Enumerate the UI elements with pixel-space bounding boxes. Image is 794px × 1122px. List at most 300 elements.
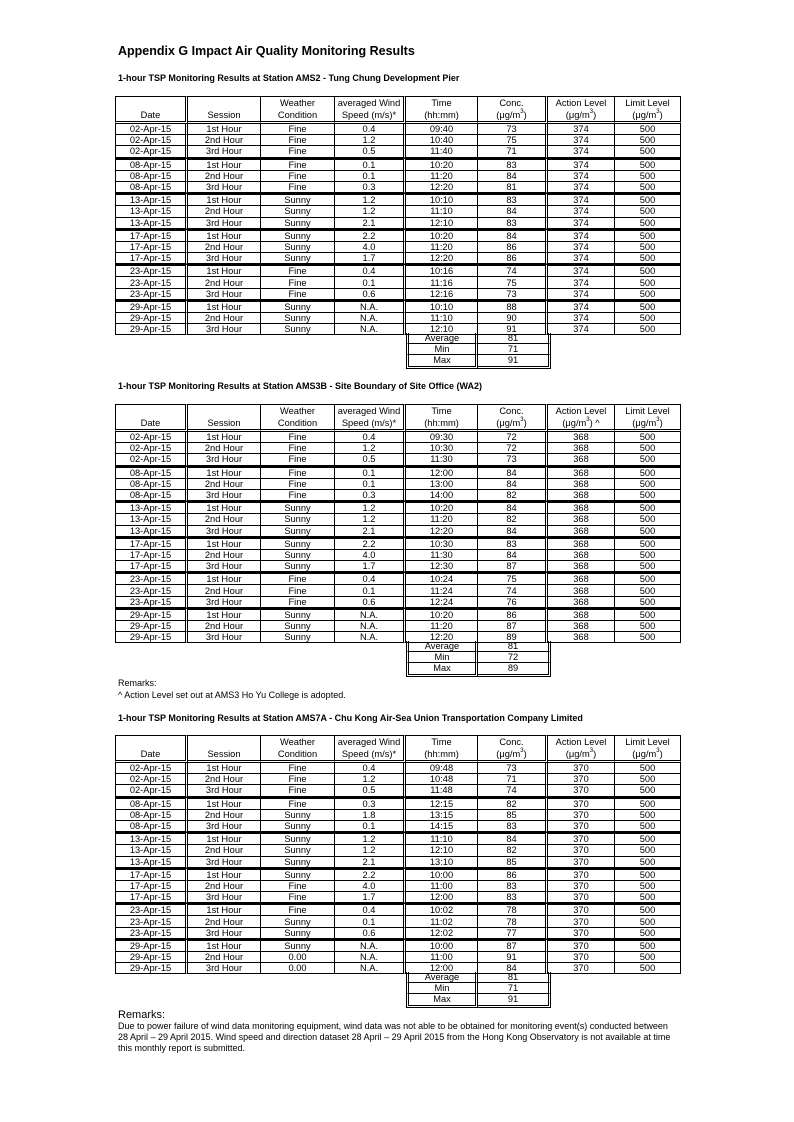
cell-action-level: 368 — [548, 479, 615, 490]
cell-date: 29-Apr-15 — [115, 621, 188, 632]
cell-limit-level: 500 — [615, 313, 681, 324]
cell-action-level: 370 — [548, 797, 615, 810]
cell-session: 1st Hour — [188, 832, 261, 845]
stats-label: Average — [406, 972, 478, 983]
cell-wind-speed: 0.1 — [335, 158, 406, 171]
cell-time: 12:24 — [406, 597, 478, 608]
header-action-level-sub — [548, 417, 615, 432]
cell-date: 13-Apr-15 — [115, 193, 188, 206]
cell-limit-level: 500 — [615, 146, 681, 157]
cell-weather: Fine — [261, 572, 335, 585]
cell-conc: 82 — [478, 797, 548, 810]
cell-session: 2nd Hour — [188, 952, 261, 963]
unit-label: (μg/m — [562, 418, 587, 428]
cell-weather: Fine — [261, 785, 335, 796]
cell-session: 1st Hour — [188, 158, 261, 171]
cell-limit-level: 500 — [615, 810, 681, 821]
header-limit-level: Limit Level — [615, 404, 681, 417]
unit-close: ) — [523, 418, 527, 428]
cell-date: 17-Apr-15 — [115, 868, 188, 881]
cell-conc: 84 — [478, 963, 548, 974]
cell-action-level: 370 — [548, 832, 615, 845]
cell-weather: Fine — [261, 797, 335, 810]
cell-limit-level: 500 — [615, 264, 681, 277]
header-row-top — [115, 735, 681, 748]
cell-action-level: 374 — [548, 146, 615, 157]
header-weather-sub: Condition — [261, 748, 335, 763]
cell-time: 11:00 — [406, 952, 478, 963]
table-row — [115, 881, 681, 892]
cell-limit-level: 500 — [615, 253, 681, 264]
cell-action-level: 370 — [548, 952, 615, 963]
cell-action-level: 368 — [548, 632, 615, 643]
station-heading-ams2: 1-hour TSP Monitoring Results at Station AMS2 - Tung Chung Development Pier — [118, 73, 460, 83]
cell-session: 3rd Hour — [188, 632, 261, 643]
cell-action-level: 374 — [548, 182, 615, 193]
cell-action-level: 370 — [548, 774, 615, 785]
header-date — [115, 404, 188, 417]
unit-superscript: 3 — [656, 109, 660, 115]
cell-limit-level: 500 — [615, 857, 681, 868]
table-ams3b — [115, 404, 681, 643]
table-row — [115, 182, 681, 193]
cell-date: 13-Apr-15 — [115, 206, 188, 217]
cell-time: 10:10 — [406, 300, 478, 313]
table-row — [115, 857, 681, 868]
cell-wind-speed: 0.1 — [335, 277, 406, 288]
cell-limit-level: 500 — [615, 797, 681, 810]
header-session-sub: Session — [188, 109, 261, 124]
cell-date: 13-Apr-15 — [115, 832, 188, 845]
cell-wind-speed: 1.2 — [335, 832, 406, 845]
cell-weather: Sunny — [261, 313, 335, 324]
cell-session: 1st Hour — [188, 763, 261, 774]
cell-action-level: 370 — [548, 939, 615, 952]
cell-time: 10:24 — [406, 572, 478, 585]
cell-session: 3rd Hour — [188, 324, 261, 335]
cell-time: 10:20 — [406, 158, 478, 171]
cell-conc: 86 — [478, 253, 548, 264]
table-row — [115, 621, 681, 632]
cell-wind-speed: 1.2 — [335, 514, 406, 525]
table-row — [115, 952, 681, 963]
table-ams2 — [115, 96, 681, 335]
stats-row — [406, 355, 551, 368]
page-title: Appendix G Impact Air Quality Monitoring Results — [118, 44, 415, 58]
table-row — [115, 572, 681, 585]
table-row — [115, 868, 681, 881]
cell-session: 1st Hour — [188, 608, 261, 621]
table-row — [115, 171, 681, 182]
cell-action-level: 368 — [548, 501, 615, 514]
cell-time: 13:15 — [406, 810, 478, 821]
header-date-sub: Date — [115, 417, 188, 432]
table-row — [115, 218, 681, 229]
cell-session: 1st Hour — [188, 229, 261, 242]
cell-action-level: 374 — [548, 253, 615, 264]
unit-label: (μg/m — [496, 110, 521, 120]
cell-time: 10:00 — [406, 868, 478, 881]
cell-time: 10:40 — [406, 135, 478, 146]
unit-superscript: 3 — [589, 748, 594, 754]
cell-limit-level: 500 — [615, 124, 681, 135]
cell-time: 09:30 — [406, 432, 478, 443]
cell-date: 17-Apr-15 — [115, 881, 188, 892]
cell-weather: Fine — [261, 443, 335, 454]
cell-session: 3rd Hour — [188, 928, 261, 939]
cell-limit-level: 500 — [615, 182, 681, 193]
cell-wind-speed: 2.1 — [335, 857, 406, 868]
cell-action-level: 368 — [548, 572, 615, 585]
cell-conc: 82 — [478, 845, 548, 856]
header-time: Time — [406, 735, 478, 748]
cell-action-level: 370 — [548, 916, 615, 927]
header-time: Time — [406, 404, 478, 417]
cell-weather: Sunny — [261, 821, 335, 832]
cell-wind-speed: 1.2 — [335, 774, 406, 785]
cell-session: 2nd Hour — [188, 881, 261, 892]
header-conc: Conc. — [478, 735, 548, 748]
cell-time: 10:48 — [406, 774, 478, 785]
stats-label: Max — [406, 994, 478, 1007]
cell-weather: Sunny — [261, 857, 335, 868]
table-row — [115, 526, 681, 537]
unit-superscript: 3 — [520, 109, 524, 115]
table-row — [115, 585, 681, 596]
cell-weather: Fine — [261, 158, 335, 171]
unit-superscript: 3 — [586, 417, 590, 423]
cell-session: 3rd Hour — [188, 454, 261, 465]
cell-wind-speed: 0.1 — [335, 466, 406, 479]
cell-limit-level: 500 — [615, 193, 681, 206]
cell-wind-speed: 2.1 — [335, 526, 406, 537]
cell-weather: Sunny — [261, 845, 335, 856]
table-row — [115, 206, 681, 217]
cell-limit-level: 500 — [615, 479, 681, 490]
table-row — [115, 289, 681, 300]
header-weather-sub: Condition — [261, 109, 335, 124]
cell-limit-level: 500 — [615, 242, 681, 253]
cell-limit-level: 500 — [615, 785, 681, 796]
cell-date: 13-Apr-15 — [115, 514, 188, 525]
cell-wind-speed: 0.4 — [335, 763, 406, 774]
cell-date: 02-Apr-15 — [115, 774, 188, 785]
cell-weather: Sunny — [261, 561, 335, 572]
cell-date: 29-Apr-15 — [115, 608, 188, 621]
cell-weather: Fine — [261, 135, 335, 146]
header-conc-sub — [478, 109, 548, 124]
header-limit-level: Limit Level — [615, 96, 681, 109]
cell-session: 3rd Hour — [188, 561, 261, 572]
table-row — [115, 608, 681, 621]
cell-limit-level: 500 — [615, 585, 681, 596]
cell-date: 23-Apr-15 — [115, 585, 188, 596]
cell-limit-level: 500 — [615, 135, 681, 146]
remarks-title-ams7a: Remarks: — [118, 1009, 166, 1021]
cell-limit-level: 500 — [615, 621, 681, 632]
cell-session: 1st Hour — [188, 466, 261, 479]
table-row — [115, 229, 681, 242]
cell-date: 17-Apr-15 — [115, 253, 188, 264]
cell-time: 12:00 — [406, 963, 478, 974]
cell-date: 02-Apr-15 — [115, 785, 188, 796]
table-row — [115, 466, 681, 479]
header-weather: Weather — [261, 96, 335, 109]
cell-conc: 76 — [478, 597, 548, 608]
table-row — [115, 774, 681, 785]
cell-time: 14:00 — [406, 490, 478, 501]
stats-label: Min — [406, 344, 478, 355]
cell-date: 23-Apr-15 — [115, 903, 188, 916]
cell-limit-level: 500 — [615, 454, 681, 465]
cell-session: 2nd Hour — [188, 585, 261, 596]
cell-time: 10:16 — [406, 264, 478, 277]
header-date-sub: Date — [115, 748, 188, 763]
cell-session: 3rd Hour — [188, 526, 261, 537]
cell-limit-level: 500 — [615, 952, 681, 963]
cell-time: 11:30 — [406, 454, 478, 465]
cell-wind-speed: 0.3 — [335, 182, 406, 193]
header-time-sub: (hh:mm) — [406, 748, 478, 763]
unit-label: (μg/m — [496, 749, 521, 759]
cell-limit-level: 500 — [615, 632, 681, 643]
cell-weather: Fine — [261, 264, 335, 277]
cell-action-level: 374 — [548, 229, 615, 242]
cell-limit-level: 500 — [615, 832, 681, 845]
cell-wind-speed: 1.2 — [335, 206, 406, 217]
cell-date: 02-Apr-15 — [115, 124, 188, 135]
cell-date: 13-Apr-15 — [115, 218, 188, 229]
cell-conc: 78 — [478, 916, 548, 927]
cell-time: 12:20 — [406, 182, 478, 193]
cell-conc: 73 — [478, 289, 548, 300]
unit-close: ) — [593, 110, 597, 120]
cell-action-level: 368 — [548, 550, 615, 561]
header-action-level: Action Level — [548, 404, 615, 417]
cell-weather: Fine — [261, 277, 335, 288]
table-row — [115, 264, 681, 277]
monitoring-table — [115, 735, 681, 974]
cell-session: 3rd Hour — [188, 146, 261, 157]
cell-conc: 75 — [478, 572, 548, 585]
cell-time: 11:10 — [406, 313, 478, 324]
cell-conc: 83 — [478, 193, 548, 206]
station-heading-ams3b: 1-hour TSP Monitoring Results at Station AMS3B - Site Boundary of Site Office (WA2) — [118, 381, 483, 391]
cell-time: 14:15 — [406, 821, 478, 832]
cell-limit-level: 500 — [615, 277, 681, 288]
cell-limit-level: 500 — [615, 868, 681, 881]
stats-label: Max — [406, 663, 478, 676]
unit-label: (μg/m — [565, 110, 590, 120]
unit-close: ) — [523, 110, 527, 120]
cell-limit-level: 500 — [615, 171, 681, 182]
table-row — [115, 313, 681, 324]
cell-action-level: 368 — [548, 514, 615, 525]
header-limit-level: Limit Level — [615, 735, 681, 748]
cell-time: 13:00 — [406, 479, 478, 490]
cell-time: 12:30 — [406, 561, 478, 572]
cell-date: 13-Apr-15 — [115, 526, 188, 537]
cell-wind-speed: 1.7 — [335, 561, 406, 572]
stats-label: Average — [406, 333, 478, 344]
cell-conc: 81 — [478, 182, 548, 193]
cell-conc: 82 — [478, 514, 548, 525]
cell-weather: Sunny — [261, 621, 335, 632]
cell-conc: 84 — [478, 466, 548, 479]
table-row — [115, 514, 681, 525]
cell-date: 29-Apr-15 — [115, 324, 188, 335]
cell-time: 12:16 — [406, 289, 478, 300]
cell-date: 02-Apr-15 — [115, 443, 188, 454]
table-row — [115, 253, 681, 264]
cell-limit-level: 500 — [615, 324, 681, 335]
cell-wind-speed: 0.6 — [335, 289, 406, 300]
stats-value: 91 — [478, 994, 551, 1007]
cell-action-level: 370 — [548, 857, 615, 868]
cell-wind-speed: 1.8 — [335, 810, 406, 821]
cell-weather: Sunny — [261, 868, 335, 881]
cell-limit-level: 500 — [615, 939, 681, 952]
cell-action-level: 374 — [548, 135, 615, 146]
header-row-bottom — [115, 109, 681, 124]
header-row-bottom — [115, 417, 681, 432]
unit-label: (μg/m — [632, 110, 657, 120]
header-weather-sub: Condition — [261, 417, 335, 432]
cell-wind-speed: 4.0 — [335, 881, 406, 892]
table-ams7a — [115, 735, 681, 974]
cell-action-level: 370 — [548, 963, 615, 974]
cell-action-level: 368 — [548, 537, 615, 550]
unit-label: (μg/m — [632, 749, 657, 759]
cell-weather: Fine — [261, 774, 335, 785]
cell-session: 1st Hour — [188, 300, 261, 313]
cell-conc: 84 — [478, 501, 548, 514]
cell-action-level: 368 — [548, 432, 615, 443]
cell-conc: 87 — [478, 561, 548, 572]
cell-session: 2nd Hour — [188, 845, 261, 856]
cell-limit-level: 500 — [615, 845, 681, 856]
cell-time: 10:00 — [406, 939, 478, 952]
cell-conc: 84 — [478, 526, 548, 537]
cell-action-level: 370 — [548, 868, 615, 881]
cell-weather: Sunny — [261, 206, 335, 217]
cell-date: 13-Apr-15 — [115, 857, 188, 868]
cell-wind-speed: N.A. — [335, 313, 406, 324]
cell-time: 12:10 — [406, 845, 478, 856]
cell-conc: 84 — [478, 206, 548, 217]
cell-conc: 83 — [478, 158, 548, 171]
cell-date: 29-Apr-15 — [115, 963, 188, 974]
cell-session: 2nd Hour — [188, 479, 261, 490]
cell-session: 3rd Hour — [188, 785, 261, 796]
cell-weather: Sunny — [261, 300, 335, 313]
cell-wind-speed: N.A. — [335, 608, 406, 621]
header-time-sub: (hh:mm) — [406, 417, 478, 432]
stats-row — [406, 994, 551, 1007]
cell-conc: 87 — [478, 621, 548, 632]
table-row — [115, 928, 681, 939]
cell-session: 3rd Hour — [188, 490, 261, 501]
table-row — [115, 479, 681, 490]
cell-time: 12:10 — [406, 218, 478, 229]
cell-time: 10:30 — [406, 443, 478, 454]
cell-weather: Fine — [261, 763, 335, 774]
cell-limit-level: 500 — [615, 597, 681, 608]
unit-superscript: 3 — [589, 109, 594, 115]
cell-limit-level: 500 — [615, 229, 681, 242]
cell-weather: Fine — [261, 454, 335, 465]
cell-wind-speed: 0.4 — [335, 432, 406, 443]
cell-time: 11:48 — [406, 785, 478, 796]
cell-session: 2nd Hour — [188, 242, 261, 253]
cell-weather: Sunny — [261, 928, 335, 939]
stats-value: 91 — [478, 355, 551, 368]
cell-session: 3rd Hour — [188, 892, 261, 903]
cell-action-level: 368 — [548, 526, 615, 537]
stats-row — [406, 972, 551, 983]
cell-wind-speed: 0.1 — [335, 585, 406, 596]
cell-action-level: 368 — [548, 561, 615, 572]
table-row — [115, 810, 681, 821]
cell-action-level: 368 — [548, 621, 615, 632]
cell-time: 10:30 — [406, 537, 478, 550]
cell-time: 12:02 — [406, 928, 478, 939]
stats-value: 71 — [478, 344, 551, 355]
stats-table-ams7a — [406, 972, 551, 1008]
cell-date: 17-Apr-15 — [115, 561, 188, 572]
cell-weather: Sunny — [261, 550, 335, 561]
cell-date: 08-Apr-15 — [115, 171, 188, 182]
cell-date: 08-Apr-15 — [115, 158, 188, 171]
unit-superscript: 3 — [656, 417, 660, 423]
header-date-sub: Date — [115, 109, 188, 124]
cell-weather: Fine — [261, 585, 335, 596]
cell-time: 10:20 — [406, 501, 478, 514]
unit-label: (μg/m — [496, 418, 521, 428]
cell-action-level: 368 — [548, 466, 615, 479]
cell-action-level: 374 — [548, 193, 615, 206]
cell-action-level: 370 — [548, 763, 615, 774]
cell-date: 17-Apr-15 — [115, 242, 188, 253]
monitoring-table — [115, 404, 681, 643]
header-wind-speed: averaged Wind — [335, 404, 406, 417]
cell-weather: Fine — [261, 432, 335, 443]
cell-weather: Sunny — [261, 218, 335, 229]
cell-limit-level: 500 — [615, 928, 681, 939]
cell-action-level: 370 — [548, 821, 615, 832]
table-row — [115, 537, 681, 550]
table-row — [115, 561, 681, 572]
unit-close: ) — [659, 418, 663, 428]
header-action-level: Action Level — [548, 96, 615, 109]
cell-time: 11:40 — [406, 146, 478, 157]
table-row — [115, 916, 681, 927]
unit-close: ) — [593, 749, 597, 759]
table-row — [115, 763, 681, 774]
cell-weather: Fine — [261, 892, 335, 903]
table-row — [115, 277, 681, 288]
cell-conc: 73 — [478, 454, 548, 465]
cell-weather: Fine — [261, 146, 335, 157]
cell-action-level: 374 — [548, 289, 615, 300]
stats-label: Min — [406, 652, 478, 663]
cell-conc: 87 — [478, 939, 548, 952]
stats-row — [406, 663, 551, 676]
cell-session: 3rd Hour — [188, 218, 261, 229]
cell-limit-level: 500 — [615, 821, 681, 832]
cell-action-level: 374 — [548, 158, 615, 171]
stats-row — [406, 652, 551, 663]
